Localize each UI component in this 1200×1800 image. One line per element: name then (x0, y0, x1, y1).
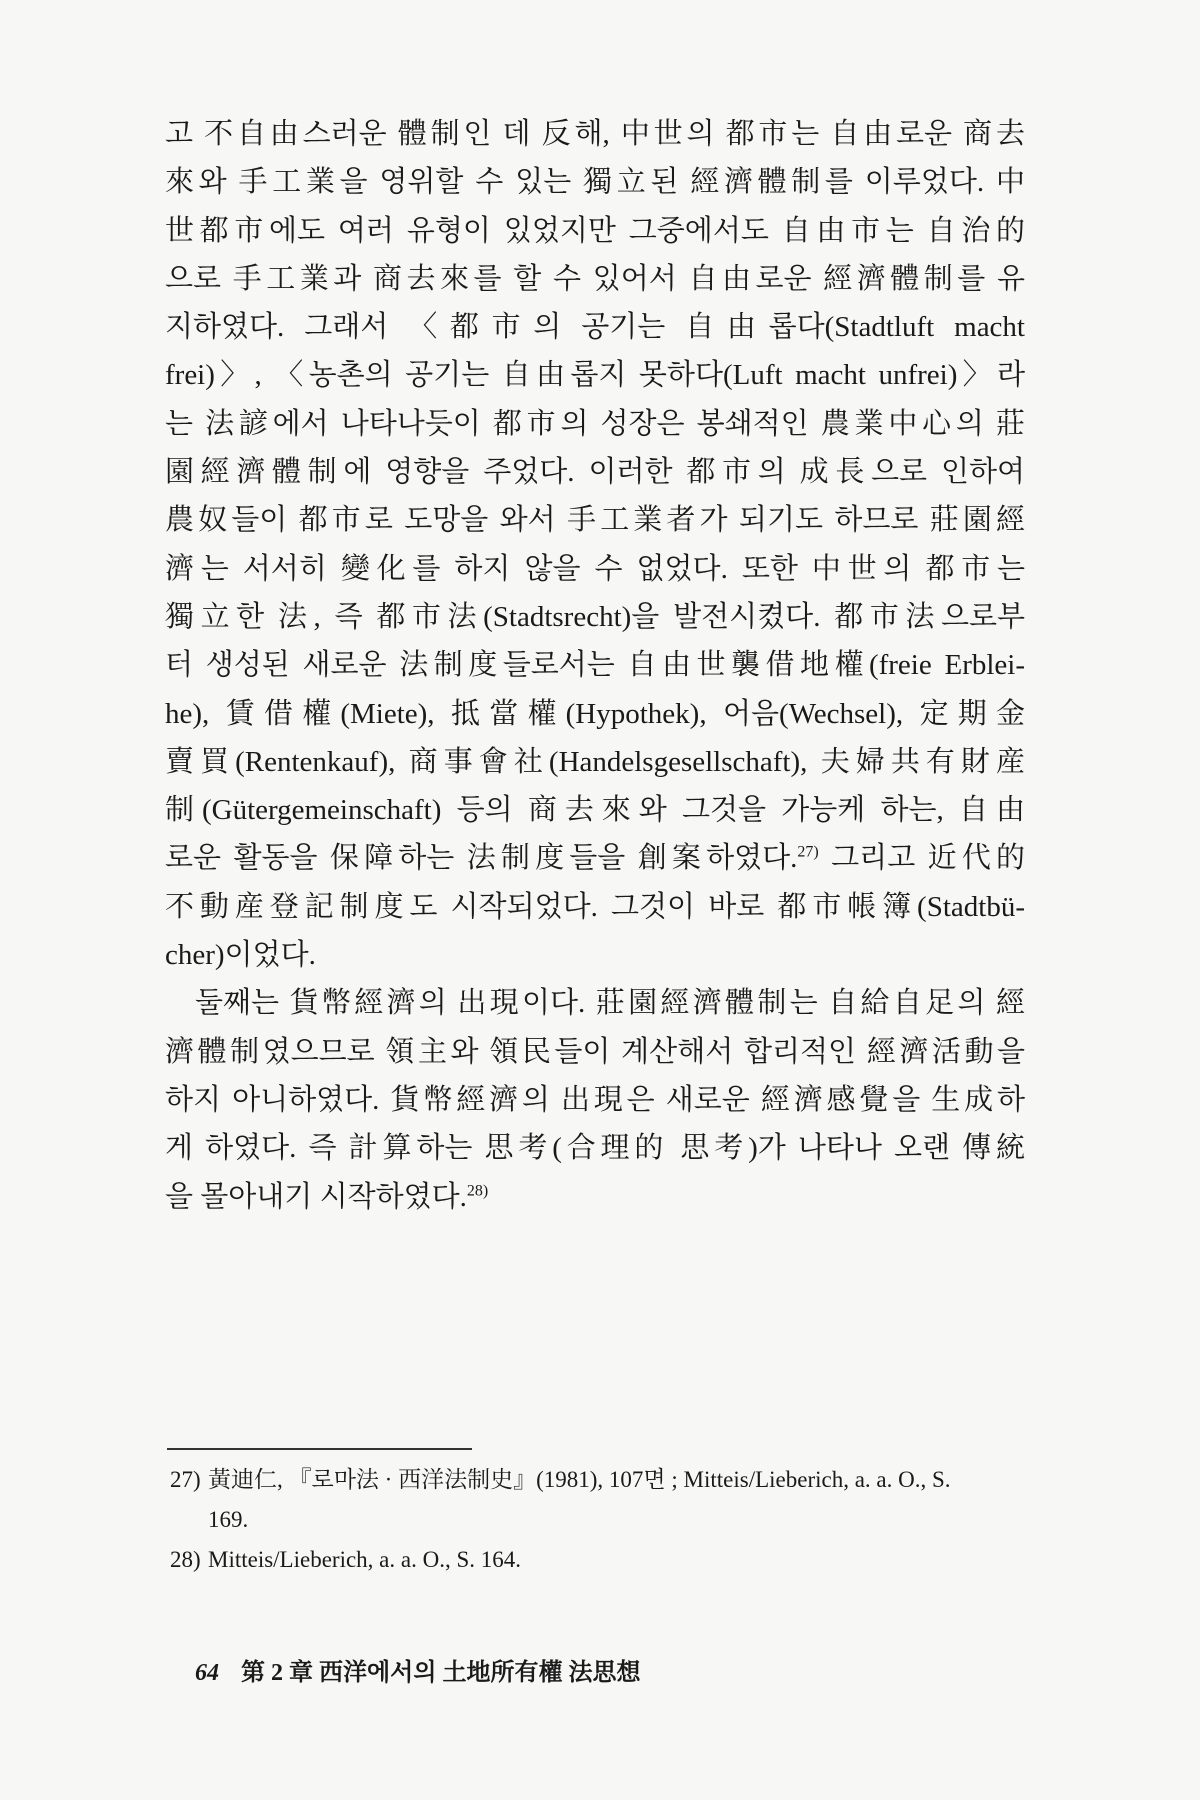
text-line: 는 法諺에서 나타나듯이 都市의 성장은 봉쇄적인 農業中心의 莊 (165, 407, 1025, 440)
text-segment: 로운 활동을 保障하는 法制度들을 創案하였다. (165, 842, 798, 875)
paragraph-start-line: 둘째는 貨幣經濟의 出現이다. 莊園經濟體制는 自給自足의 經 (195, 987, 1025, 1020)
text-line: 獨立한 法, 즉 都市法(Stadtsrecht)을 발전시켰다. 都市法으로부 (165, 600, 1025, 633)
text-line: 濟는 서서히 變化를 하지 않을 수 없었다. 또한 中世의 都市는 (165, 552, 1025, 585)
footnote-mark: 27) (797, 843, 819, 861)
footnote-divider (167, 1448, 472, 1450)
text-line-with-footnote-28 (165, 1173, 1025, 1221)
text-line: 制(Gütergemeinschaft) 등의 商去來와 그것을 가능케 하는, 自由 (165, 794, 1025, 827)
footnote-text-continued: 169. (208, 1507, 249, 1532)
text-line: 世都市에도 여러 유형이 있었지만 그중에서도 自由市는 自治的 (165, 214, 1025, 247)
text-line: 園經濟體制에 영향을 주었다. 이러한 都市의 成長으로 인하여 (165, 456, 1025, 489)
footnote-text: 黃迪仁, 『로마法 · 西洋法制史』(1981), 107면 ; Mitteis/Lieberich, a. a. O., S. (208, 1467, 951, 1492)
text-line: 하지 아니하였다. 貨幣經濟의 出現은 새로운 經濟感覺을 生成하 (165, 1083, 1025, 1116)
page-number: 64 (195, 1660, 219, 1686)
text-line: cher)이었다. (165, 939, 316, 972)
page-footer (195, 1652, 641, 1687)
footnote-28 (170, 1540, 1030, 1580)
text-line: 터 생성된 새로운 法制度들로서는 自由世襲借地權(freie Erblei- (165, 649, 1025, 682)
footnotes (170, 1460, 1030, 1580)
text-line: he), 賃借權(Miete), 抵當權(Hypothek), 어음(Wechsel), 定期金 (165, 697, 1025, 730)
footnote-number: 27) (170, 1467, 201, 1492)
text-line: 賣買(Rentenkauf), 商事會社(Handelsgesellschaft), 夫婦共有財産 (165, 745, 1025, 778)
text-line: 來와 手工業을 영위할 수 있는 獨立된 經濟體制를 이루었다. 中 (165, 166, 1025, 199)
footnote-text: Mitteis/Lieberich, a. a. O., S. 164. (208, 1547, 521, 1572)
footnote-mark: 28) (466, 1181, 489, 1199)
footnote-27 (170, 1460, 1030, 1540)
text-line: frei)〉, 〈농촌의 공기는 自由롭지 못하다(Luft macht unfrei)〉라 (165, 359, 1025, 392)
footnote-number: 28) (170, 1547, 201, 1572)
body-text (165, 110, 1025, 1221)
text-line: 게 하였다. 즉 計算하는 思考(合理的 思考)가 나타나 오랜 傳統 (165, 1132, 1025, 1165)
text-line: 으로 手工業과 商去來를 할 수 있어서 自由로운 經濟體制를 유 (165, 262, 1025, 295)
text-segment: 그리고 近代的 (831, 842, 1025, 875)
text-line-with-footnote-27 (165, 834, 1025, 882)
text-line: 지하였다. 그래서 〈都市의 공기는 自由롭다(Stadtluft macht (165, 311, 1025, 344)
text-segment: 을 몰아내기 시작하였다. (165, 1180, 467, 1213)
text-line: 濟體制였으므로 領主와 領民들이 계산해서 합리적인 經濟活動을 (165, 1035, 1025, 1068)
running-title: 第 2 章 西洋에서의 土地所有權 法思想 (241, 1660, 641, 1686)
text-line: 不動産登記制度도 시작되었다. 그것이 바로 都市帳簿(Stadtbü- (165, 890, 1025, 923)
text-line: 고 不自由스러운 體制인 데 反해, 中世의 都市는 自由로운 商去 (165, 118, 1025, 150)
text-line: 農奴들이 都市로 도망을 와서 手工業者가 되기도 하므로 莊園經 (165, 504, 1025, 537)
